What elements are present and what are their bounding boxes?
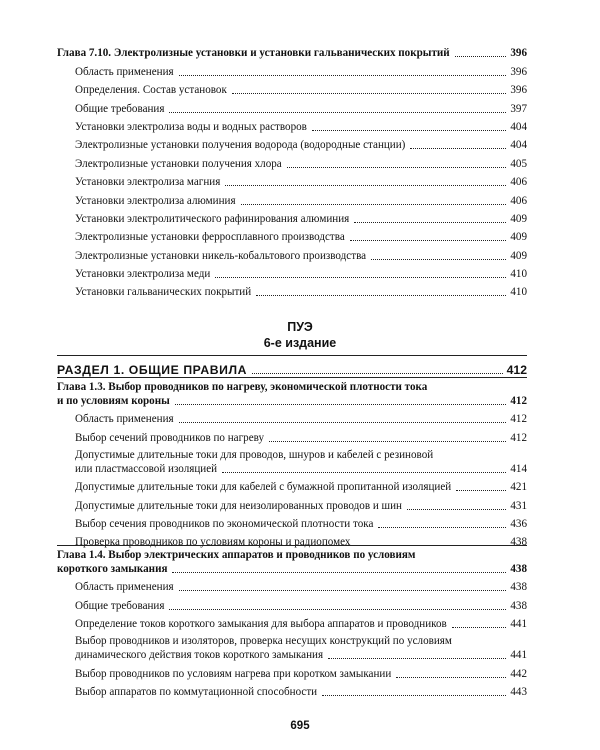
dot-leader (232, 93, 507, 94)
item-title: Проверка проводников по условиям короны и радиопомех (75, 536, 351, 549)
dot-leader (222, 472, 506, 473)
page-ref: 431 (510, 499, 527, 512)
item-title-line1: Выбор проводников и изоляторов, проверка несущих конструкций по условиям (75, 635, 452, 648)
toc-block-chapter-1-3 (57, 377, 527, 549)
toc-block-chapter-7-10 (57, 42, 527, 299)
toc-item[interactable] (57, 263, 527, 281)
dot-leader (169, 112, 506, 113)
page-ref: 396 (510, 84, 527, 97)
page-ref: 412 (510, 431, 527, 444)
item-title: Область применения (75, 65, 174, 78)
dot-leader (179, 422, 507, 423)
toc-item[interactable] (57, 513, 527, 531)
chapter-title: Глава 7.10. Электролизные установки и установки гальванических покрытий (57, 47, 450, 60)
toc-item[interactable] (57, 97, 527, 115)
dot-leader (456, 490, 506, 491)
page-ref: 396 (510, 47, 527, 60)
toc-item[interactable] (57, 79, 527, 97)
chapter-title-line1: Глава 1.4. Выбор электрических аппаратов и проводников по условиям (57, 549, 416, 561)
dot-leader (252, 373, 503, 374)
dot-leader (225, 185, 506, 186)
dot-leader (396, 677, 506, 678)
item-title: Установки электролиза алюминия (75, 194, 236, 207)
page-ref: 438 (510, 581, 527, 594)
page-ref: 409 (510, 231, 527, 244)
dot-leader (169, 609, 506, 610)
item-title: Общие требования (75, 102, 165, 115)
dot-leader (407, 509, 506, 510)
page-ref: 412 (510, 413, 527, 426)
dot-leader (322, 695, 506, 696)
edition-subtitle: 6-е издание (263, 336, 337, 350)
item-title: Общие требования (75, 599, 165, 612)
item-title: Электролизные установки ферросплавного производства (75, 231, 345, 244)
toc-block-section-1 (57, 355, 527, 377)
item-title: Электролизные установки получения хлора (75, 157, 282, 170)
item-title-line1: Допустимые длительные токи для проводов, шнуров и кабелей с резиновой (75, 448, 434, 461)
item-title: Установки электролиза меди (75, 268, 211, 281)
toc-item[interactable] (57, 60, 527, 78)
dot-leader (179, 590, 507, 591)
dot-leader (312, 130, 506, 131)
toc-item[interactable] (57, 226, 527, 244)
item-title: Электролизные установки никель-кобальтового производства (75, 249, 367, 262)
dot-leader (328, 658, 506, 659)
item-title-line2: динамического действия токов короткого замыкания (75, 649, 324, 662)
toc-item[interactable] (57, 208, 527, 226)
page-ref: 410 (510, 268, 527, 281)
page-ref: 438 (510, 599, 527, 612)
page-ref: 409 (510, 212, 527, 225)
page-ref: 397 (510, 102, 527, 115)
item-title: Определения. Состав установок (75, 84, 227, 97)
dot-leader (452, 627, 507, 628)
dot-leader (287, 167, 507, 168)
toc-block-chapter-1-4 (57, 545, 527, 699)
chapter-title-line1: Глава 1.3. Выбор проводников по нагреву, экономической плотности тока (57, 381, 428, 393)
page-ref: 441 (510, 618, 527, 631)
page-ref: 438 (510, 563, 527, 575)
page-ref: 421 (510, 481, 527, 494)
page-ref: 436 (510, 517, 527, 530)
item-title: Выбор проводников по условиям нагрева при коротком замыкании (75, 667, 392, 680)
page-ref: 412 (506, 363, 527, 377)
item-title: Область применения (75, 413, 174, 426)
item-title: Область применения (75, 581, 174, 594)
toc-item[interactable] (57, 281, 527, 299)
dot-leader (410, 148, 506, 149)
page-ref: 404 (510, 120, 527, 133)
page-ref: 406 (510, 176, 527, 189)
toc-item[interactable] (57, 445, 527, 476)
chapter-title-line2: короткого замыкания (57, 563, 168, 575)
page-ref: 442 (510, 667, 527, 680)
dot-leader (350, 240, 507, 241)
page-ref: 409 (510, 249, 527, 262)
page-ref: 438 (510, 536, 527, 549)
dot-leader (172, 572, 506, 573)
dot-leader (354, 222, 506, 223)
page-ref: 412 (510, 395, 527, 407)
toc-item[interactable] (57, 662, 527, 680)
toc-chapter-7-10[interactable] (57, 42, 527, 60)
toc-section-1[interactable] (57, 355, 527, 377)
edition-title: ПУЭ (287, 320, 313, 334)
toc-item[interactable] (57, 152, 527, 170)
page-ref: 406 (510, 194, 527, 207)
item-title: Выбор сечения проводников по экономической плотности тока (75, 517, 374, 530)
dot-leader (256, 295, 506, 296)
dot-leader (179, 75, 507, 76)
dot-leader (241, 204, 507, 205)
item-title: Установки электролиза воды и водных растворов (75, 120, 307, 133)
toc-item[interactable] (57, 631, 527, 662)
page-ref: 396 (510, 65, 527, 78)
toc-chapter-1-4[interactable] (57, 545, 527, 576)
toc-item[interactable] (57, 476, 527, 494)
item-title: Определение токов короткого замыкания для выбора аппаратов и проводников (75, 618, 447, 631)
dot-leader (455, 56, 507, 57)
item-title: Выбор сечений проводников по нагреву (75, 431, 265, 444)
item-title: Допустимые длительные токи для неизолированных проводов и шин (75, 499, 402, 512)
dot-leader (378, 527, 506, 528)
toc-item[interactable] (57, 244, 527, 262)
dot-leader (371, 259, 506, 260)
page-ref: 414 (510, 462, 527, 475)
page-number: 695 (290, 720, 310, 732)
page-ref: 410 (510, 286, 527, 299)
toc-item[interactable] (57, 594, 527, 612)
item-title: Допустимые длительные токи для кабелей с бумажной пропитанной изоляцией (75, 481, 452, 494)
dot-leader (269, 441, 506, 442)
toc-item[interactable] (57, 408, 527, 426)
page-ref: 404 (510, 139, 527, 152)
item-title-line2: или пластмассовой изоляцией (75, 462, 218, 475)
toc-item[interactable] (57, 576, 527, 594)
toc-item[interactable] (57, 171, 527, 189)
chapter-title-line2: и по условиям короны (57, 395, 170, 407)
dot-leader (215, 277, 506, 278)
item-title: Выбор аппаратов по коммутационной способности (75, 685, 318, 698)
toc-item[interactable] (57, 426, 527, 444)
toc-item[interactable] (57, 189, 527, 207)
toc-item[interactable] (57, 613, 527, 631)
item-title: Установки электролиза магния (75, 176, 221, 189)
toc-item[interactable] (57, 681, 527, 699)
toc-item[interactable] (57, 116, 527, 134)
page-ref: 443 (510, 685, 527, 698)
section-title: РАЗДЕЛ 1. ОБЩИЕ ПРАВИЛА (57, 363, 248, 377)
item-title: Установки электролитического рафинирования алюминия (75, 212, 350, 225)
dot-leader (175, 404, 507, 405)
page-ref: 405 (510, 157, 527, 170)
toc-item[interactable] (57, 134, 527, 152)
toc-chapter-1-3[interactable] (57, 377, 527, 408)
toc-item[interactable] (57, 494, 527, 512)
item-title: Установки гальванических покрытий (75, 286, 252, 299)
item-title: Электролизные установки получения водорода (водородные станции) (75, 139, 406, 152)
page-ref: 441 (510, 649, 527, 662)
